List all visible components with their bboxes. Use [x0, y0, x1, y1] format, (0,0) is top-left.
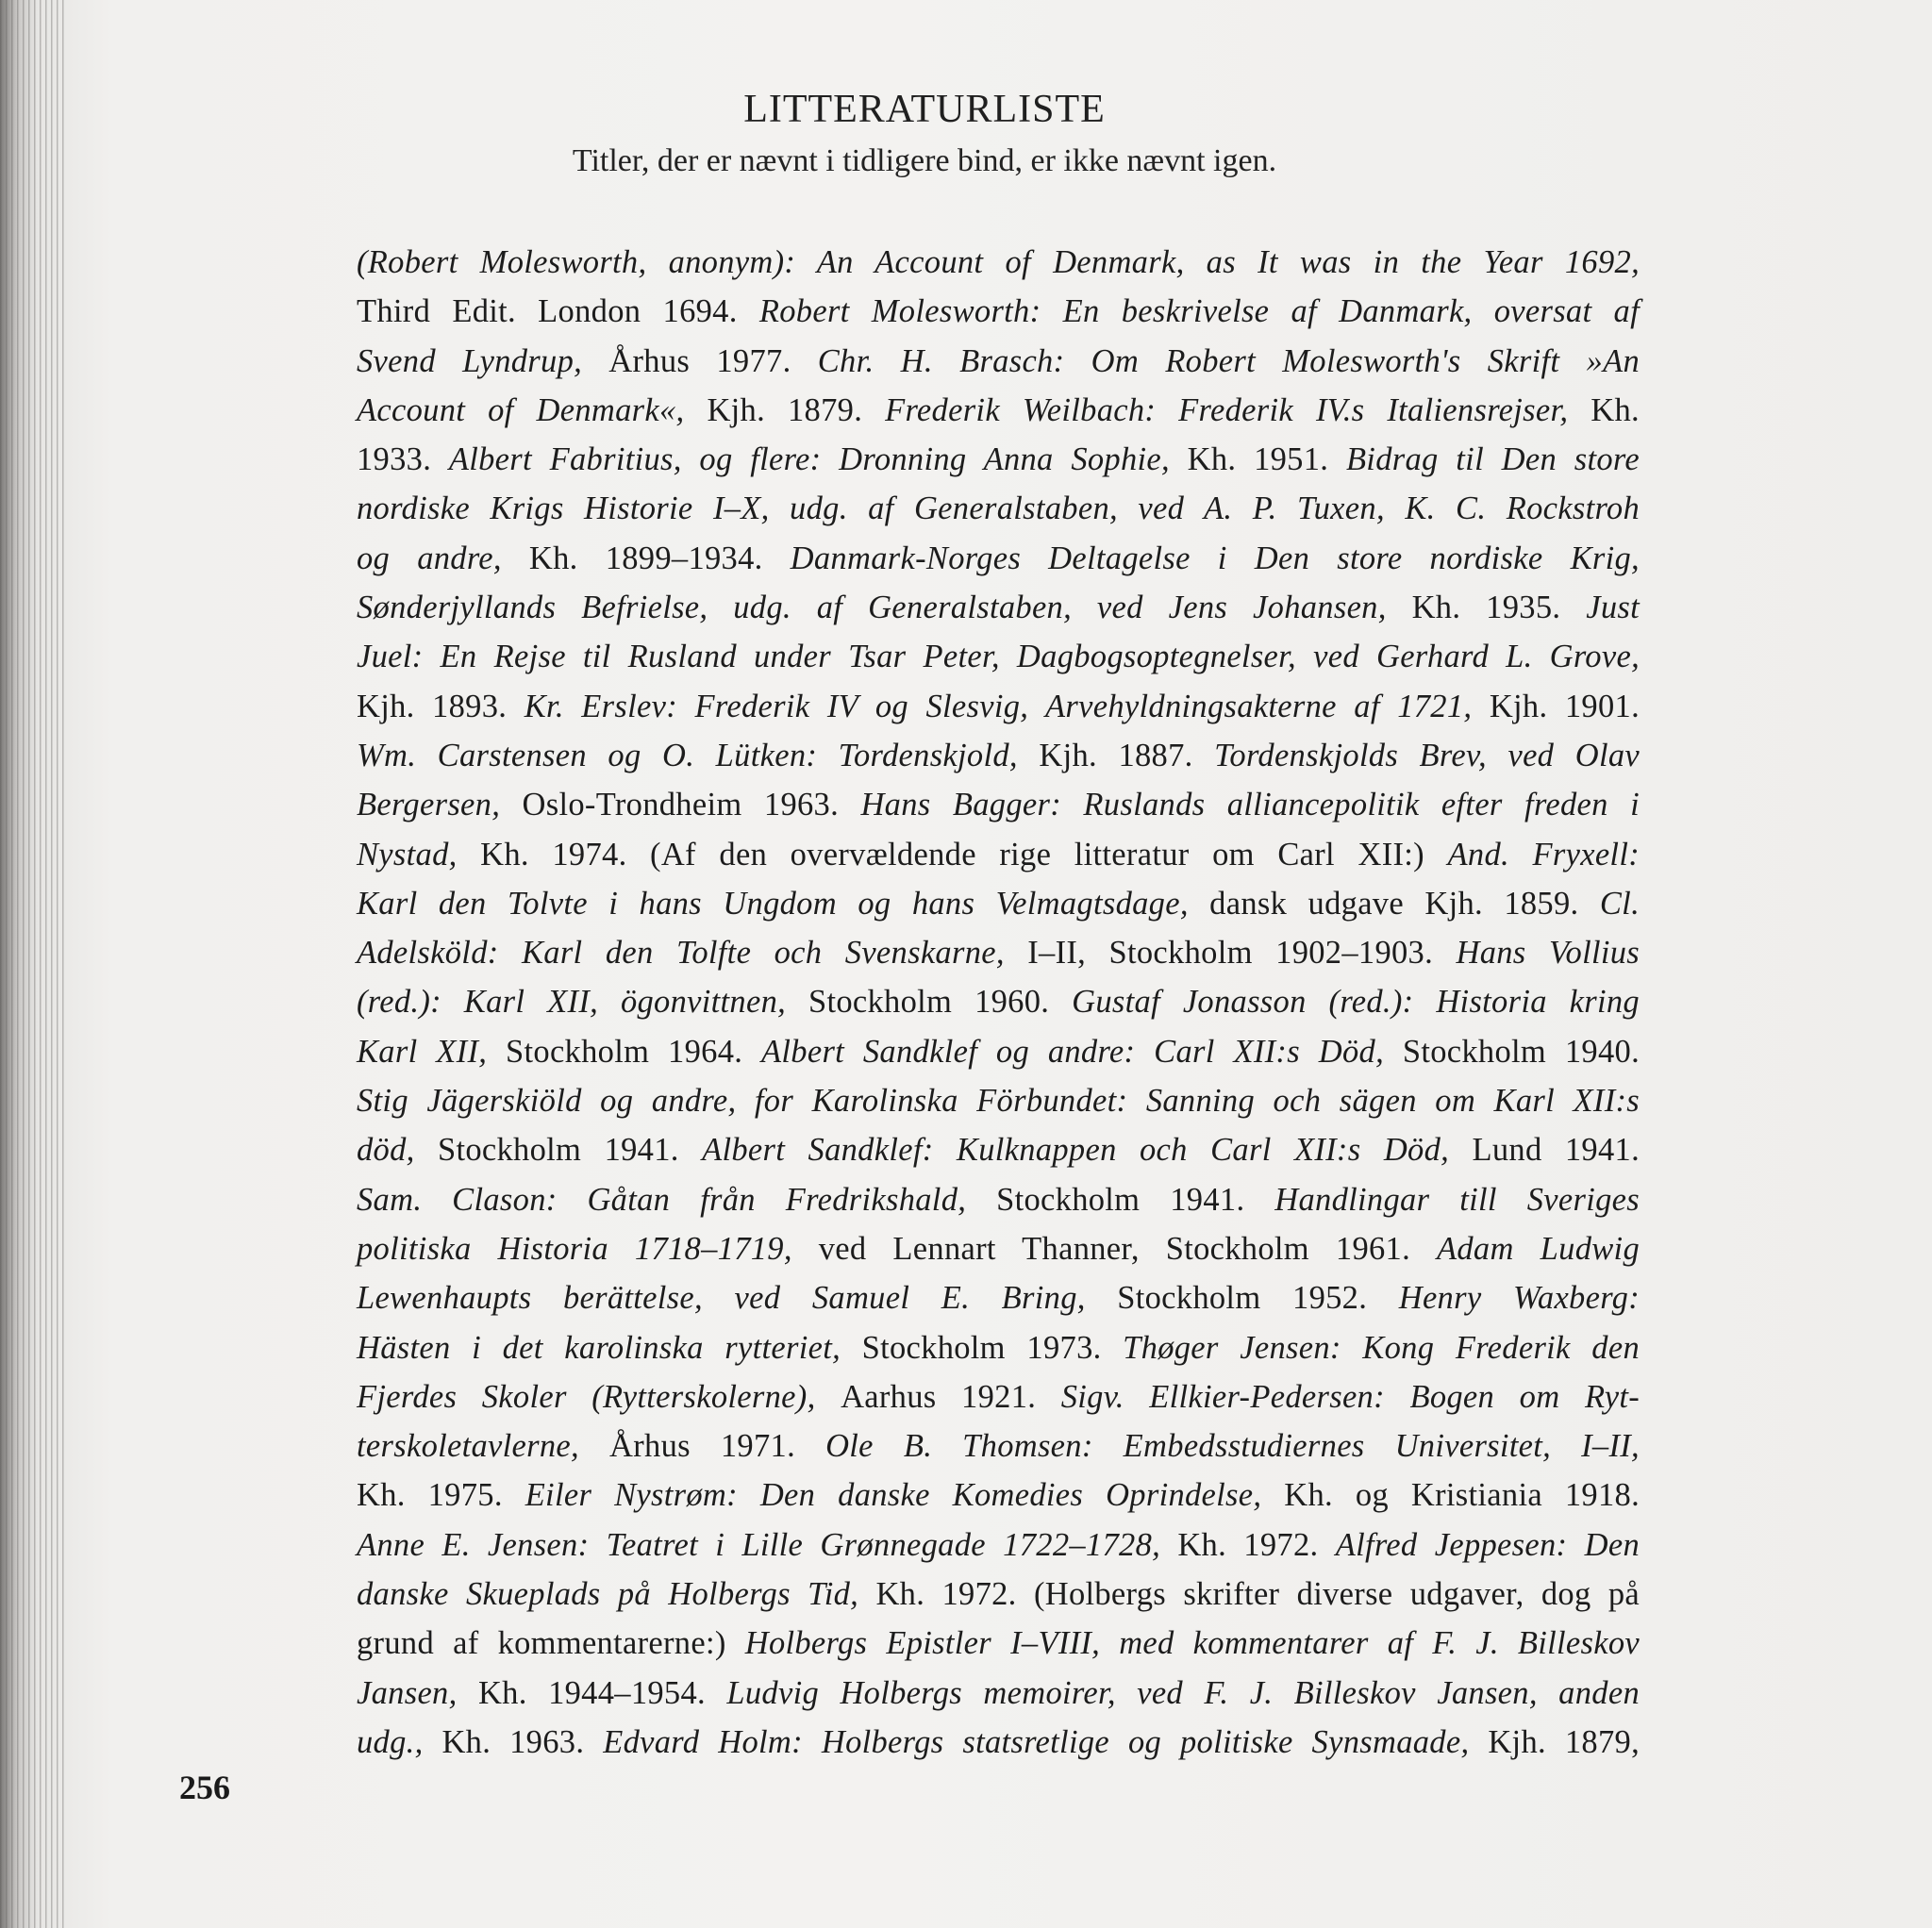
citation-segment: Stockholm 1952. — [1117, 1280, 1399, 1317]
citation-segment: ved Lennart Thanner, Stockholm 1961. — [818, 1230, 1437, 1267]
text-line — [357, 1076, 1640, 1125]
italic-title-segment: (red.): Karl XII, ögonvittnen, — [357, 984, 808, 1021]
text-line — [357, 830, 1640, 879]
page-title: LITTERATURLISTE — [743, 88, 1106, 131]
italic-title-segment: politiska Historia 1718–1719, — [357, 1230, 819, 1267]
citation-segment: Århus 1977. — [608, 342, 818, 379]
bibliography-text — [357, 238, 1640, 1767]
text-line — [357, 1175, 1640, 1224]
text-line — [357, 682, 1640, 731]
text-line — [357, 1619, 1640, 1668]
citation-segment: Kh. 1972. (Holbergs skrifter diverse udgaver, dog på — [875, 1576, 1640, 1613]
citation-segment: Stockholm 1964. — [506, 1033, 762, 1070]
text-line — [357, 1273, 1640, 1322]
citation-segment: Lund 1941. — [1472, 1132, 1641, 1169]
italic-title-segment: Svend Lyndrup, — [357, 342, 609, 379]
page-number: 256 — [179, 1769, 230, 1806]
italic-title-segment: Robert Molesworth: En beskrivelse af Danmark, oversat af — [758, 293, 1640, 330]
text-line — [357, 928, 1640, 977]
italic-title-segment: Bidrag til Den store — [1345, 441, 1640, 478]
italic-title-segment: nordiske Krigs Historie I–X, udg. af Generalstaben, ved A. P. Tuxen, K. C. Rockstroh — [357, 490, 1640, 527]
italic-title-segment: Gustaf Jonasson (red.): Historia kring — [1072, 984, 1640, 1021]
italic-title-segment: Hans Vollius — [1456, 935, 1640, 972]
citation-segment: grund af kommentarerne:) — [357, 1625, 745, 1662]
italic-title-segment: Thøger Jensen: Kong Frederik den — [1123, 1329, 1640, 1366]
text-line — [357, 879, 1640, 928]
citation-segment: dansk udgave Kjh. 1859. — [1209, 885, 1600, 922]
italic-title-segment: Frederik Weilbach: Frederik IV.s Italiensrejser, — [885, 391, 1591, 428]
text-line — [357, 1570, 1640, 1619]
citation-segment: Kh. 1951. — [1187, 441, 1346, 478]
italic-title-segment: Sigv. Ellkier-Pedersen: Bogen om Ryt- — [1060, 1378, 1641, 1415]
text-line — [357, 583, 1640, 632]
text-line — [357, 435, 1640, 484]
italic-title-segment: terskoletavlerne, — [357, 1428, 610, 1465]
italic-title-segment: Juel: En Rejse til Rusland under Tsar Peter, Dagbogsoptegnelser, ved Gerhard L. Grove, — [357, 639, 1640, 675]
italic-title-segment: Just — [1586, 590, 1640, 626]
italic-title-segment: Henry Waxberg: — [1398, 1280, 1641, 1317]
citation-segment: I–II, Stockholm 1902–1903. — [1027, 935, 1457, 972]
italic-title-segment: Lewenhaupts berättelse, ved Samuel E. Bring, — [357, 1280, 1118, 1317]
text-line — [357, 1521, 1640, 1570]
italic-title-segment: Cl. — [1599, 885, 1640, 922]
text-line — [357, 1224, 1640, 1273]
italic-title-segment: Danmark-Norges Deltagelse i Den store nordiske Krig, — [790, 540, 1640, 576]
italic-title-segment: udg., — [357, 1723, 442, 1760]
text-line — [357, 1718, 1640, 1767]
italic-title-segment: Albert Sandklef: Kulknappen och Carl XII:s Död, — [702, 1132, 1473, 1169]
text-line — [357, 1669, 1640, 1718]
italic-title-segment: Hans Bagger: Ruslands alliancepolitik efter freden i — [860, 787, 1641, 823]
citation-segment: Kjh. 1879, — [1488, 1723, 1640, 1760]
italic-title-segment: Albert Sandklef og andre: Carl XII:s Död, — [761, 1033, 1403, 1070]
italic-title-segment: Bergersen, — [357, 787, 523, 823]
citation-segment: Stockholm 1941. — [996, 1181, 1275, 1218]
citation-segment: Stockholm 1973. — [861, 1329, 1124, 1366]
italic-title-segment: Albert Fabritius, og flere: Dronning Anna Sophie, — [448, 441, 1188, 478]
italic-title-segment: (Robert Molesworth, anonym): An Account of Denmark, as It was in the Year 1692, — [357, 244, 1640, 280]
italic-title-segment: Edvard Holm: Holbergs statsretlige og politiske Synsmaade, — [603, 1723, 1489, 1760]
italic-title-segment: Fjerdes Skoler (Rytterskolerne), — [357, 1378, 841, 1415]
italic-title-segment: danske Skueplads på Holbergs Tid, — [357, 1576, 876, 1613]
italic-title-segment: Wm. Carstensen og O. Lütken: Tordenskjold, — [357, 737, 1040, 773]
italic-title-segment: Holbergs Epistler I–VIII, med kommentarer af F. J. Billeskov — [744, 1625, 1640, 1662]
italic-title-segment: Tordenskjolds Brev, ved Olav — [1214, 737, 1641, 773]
citation-segment: Kh. 1974. (Af den overvældende rige litteratur om Carl XII:) — [480, 836, 1448, 873]
italic-title-segment: Eiler Nystrøm: Den danske Komedies Oprindelse, — [525, 1477, 1285, 1514]
citation-segment: Kh. 1935. — [1411, 590, 1587, 626]
citation-segment: Kh. 1963. — [441, 1723, 604, 1760]
citation-segment: Kjh. 1887. — [1039, 737, 1215, 773]
italic-title-segment: Karl den Tolvte i hans Ungdom og hans Velmagtsdage, — [357, 885, 1210, 922]
italic-title-segment: Account of Denmark«, — [357, 391, 708, 428]
text-line — [357, 780, 1640, 829]
italic-title-segment: Ole B. Thomsen: Embedsstudiernes Universitet, I–II, — [825, 1428, 1640, 1465]
text-line — [357, 287, 1640, 336]
italic-title-segment: Alfred Jeppesen: Den — [1335, 1526, 1640, 1563]
citation-segment: Århus 1971. — [609, 1428, 826, 1465]
text-line — [357, 1125, 1640, 1174]
italic-title-segment: Nystad, — [357, 836, 481, 873]
citation-segment: Kjh. 1893. — [357, 688, 525, 724]
text-line — [357, 1027, 1640, 1076]
italic-title-segment: Hästen i det karolinska rytteriet, — [357, 1329, 862, 1366]
italic-title-segment: Sam. Clason: Gåtan från Fredrikshald, — [357, 1181, 997, 1218]
citation-segment: Kh. 1975. — [357, 1477, 525, 1514]
book-page-edges — [0, 0, 66, 1928]
italic-title-segment: Chr. H. Brasch: Om Robert Molesworth's Skrift »An — [817, 342, 1641, 379]
page-subtitle: Titler, der er nævnt i tidligere bind, er ikke nævnt igen. — [572, 143, 1277, 178]
italic-title-segment: Stig Jägerskiöld og andre, for Karolinska Förbundet: Sanning och sägen om Karl XII:s — [357, 1083, 1640, 1120]
text-line — [357, 337, 1640, 386]
citation-segment: Oslo-Trondheim 1963. — [522, 787, 861, 823]
italic-title-segment: Ludvig Holbergs memoirer, ved F. J. Billeskov Jansen, anden — [726, 1674, 1640, 1711]
italic-title-segment: Adelsköld: Karl den Tolfte och Svenskarne, — [357, 935, 1028, 972]
text-line — [357, 1421, 1640, 1471]
italic-title-segment: Jansen, — [357, 1674, 478, 1711]
citation-segment: Kjh. 1901. — [1489, 688, 1640, 724]
citation-segment: Kh. 1944–1954. — [477, 1674, 727, 1711]
text-line — [357, 632, 1640, 681]
citation-segment: Stockholm 1940. — [1402, 1033, 1641, 1070]
italic-title-segment: Adam Ludwig — [1437, 1230, 1640, 1267]
text-line — [357, 534, 1640, 583]
italic-title-segment: And. Fryxell: — [1447, 836, 1640, 873]
citation-segment: Kh. og Kristiania 1918. — [1284, 1477, 1640, 1514]
text-line — [357, 386, 1640, 435]
italic-title-segment: Sønderjyllands Befrielse, udg. af Generalstaben, ved Jens Johansen, — [357, 590, 1412, 626]
citation-segment: Kh. 1972. — [1177, 1526, 1336, 1563]
citation-segment: Stockholm 1941. — [437, 1132, 703, 1169]
text-line — [357, 977, 1640, 1026]
citation-segment: 1933. — [357, 441, 449, 478]
citation-segment: Stockholm 1960. — [808, 984, 1073, 1021]
italic-title-segment: Handlingar till Sveriges — [1274, 1181, 1640, 1218]
italic-title-segment: död, — [357, 1132, 438, 1169]
text-line — [357, 1372, 1640, 1421]
text-line — [357, 1323, 1640, 1372]
text-line — [357, 238, 1640, 287]
italic-title-segment: Karl XII, — [357, 1033, 507, 1070]
italic-title-segment: Anne E. Jensen: Teatret i Lille Grønnegade 1722–1728, — [357, 1526, 1178, 1563]
citation-segment: Aarhus 1921. — [841, 1378, 1061, 1415]
citation-segment: Kh. — [1591, 391, 1640, 428]
citation-segment: Kjh. 1879. — [707, 391, 886, 428]
citation-segment: Kh. 1899–1934. — [528, 540, 791, 576]
italic-title-segment: og andre, — [357, 540, 529, 576]
text-line — [357, 1471, 1640, 1520]
text-line — [357, 731, 1640, 780]
text-line — [357, 484, 1640, 533]
italic-title-segment: Kr. Erslev: Frederik IV og Slesvig, Arvehyldningsakterne af 1721, — [524, 688, 1490, 724]
citation-segment: Third Edit. London 1694. — [357, 293, 759, 330]
